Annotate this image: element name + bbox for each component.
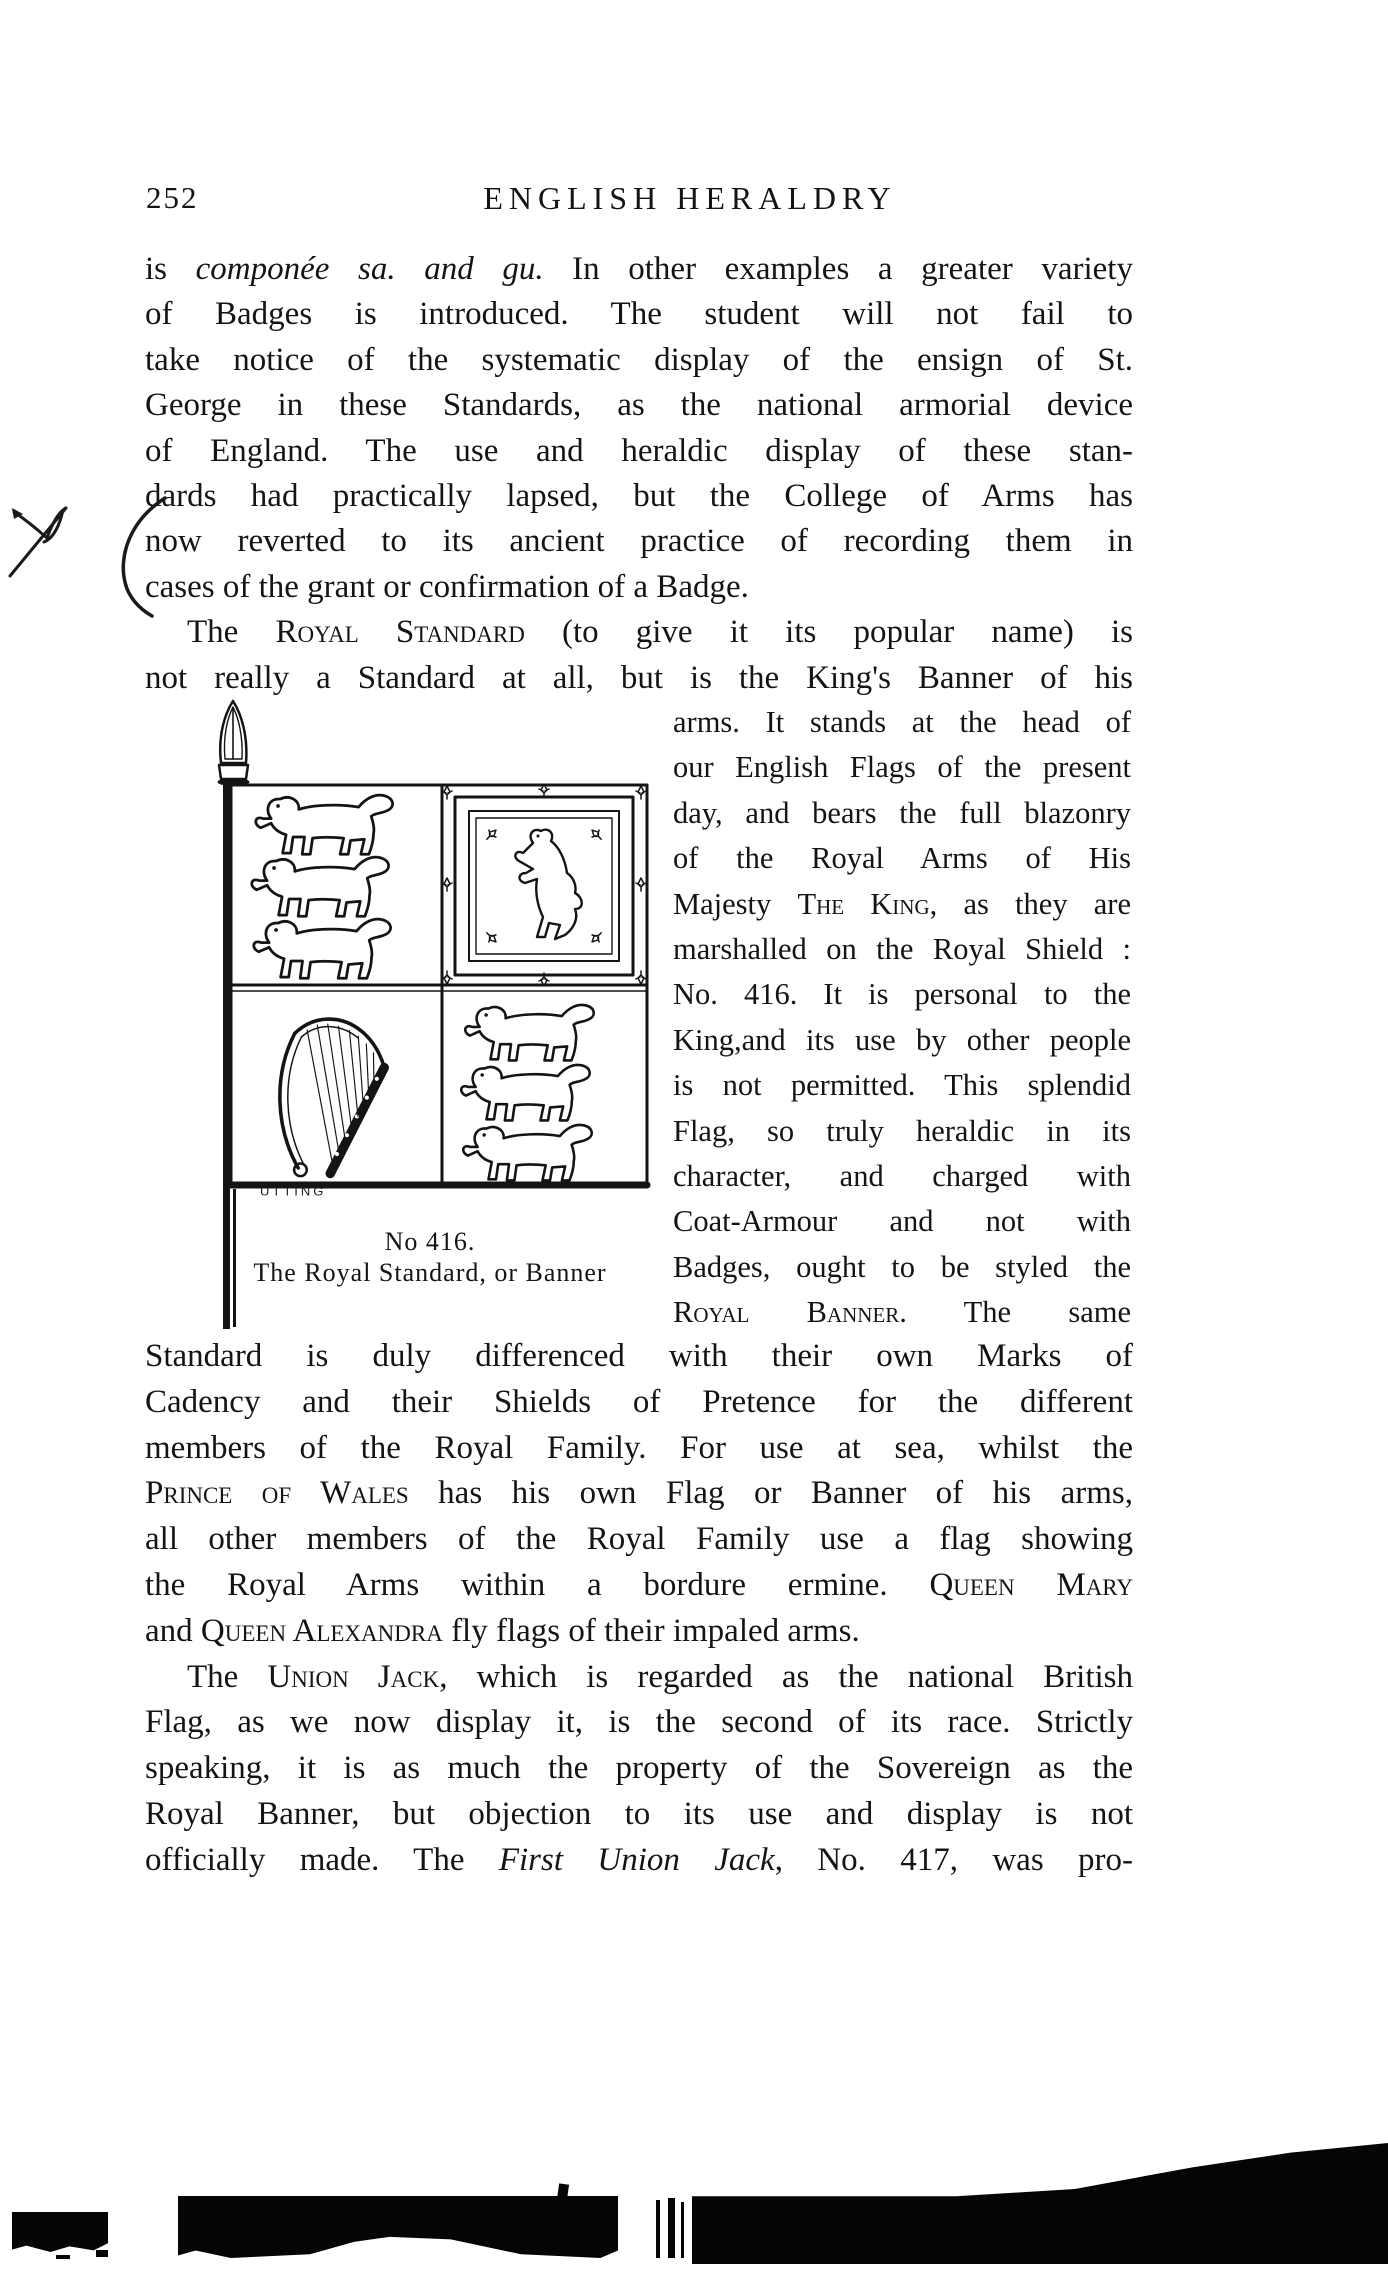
text-segment: speaking, it is as much the property of the Sovereign as the <box>145 1750 1133 1787</box>
lion-passant-icon <box>254 919 391 978</box>
text-segment: officially made. The <box>145 1841 499 1878</box>
text-segment: of Badges is introduced. The student will not fail to <box>145 296 1133 333</box>
quadrant-england-bottom <box>461 1005 593 1181</box>
scan-artifact-streak <box>656 2200 660 2258</box>
text-segment: all other members of the Royal Family use a flag showing <box>145 1521 1133 1558</box>
text-line <box>673 1290 1131 1335</box>
text-segment: Cadency and their Shields of Pretence for the different <box>145 1383 1133 1420</box>
text-segment: character, and charged with <box>673 1159 1131 1194</box>
lion-rampant-icon <box>515 830 581 939</box>
text-segment: . The same <box>899 1295 1131 1330</box>
text-line <box>145 247 1133 292</box>
handwritten-marks <box>0 480 200 640</box>
text-segment: King,and its use by other people <box>673 1022 1131 1057</box>
text-line <box>673 927 1131 972</box>
text-line <box>145 1426 1133 1472</box>
text-segment: , No. 417, was pro- <box>774 1841 1133 1878</box>
text-line <box>145 1471 1133 1517</box>
text-line <box>145 429 1133 474</box>
text-segment: (to give it its popular name) is <box>524 614 1133 651</box>
text-segment: Flag, as we now display it, is the second of its race. Strictly <box>145 1704 1133 1741</box>
running-title: ENGLISH HERALDRY <box>483 180 897 216</box>
quadrant-scotland <box>442 784 646 986</box>
text-segment: Queen Alexandra <box>200 1612 443 1649</box>
text-segment: marshalled on the Royal Shield : <box>673 932 1131 967</box>
text-segment: fly flags of their impaled arms. <box>442 1612 860 1649</box>
handwritten-paren-mark <box>123 498 165 616</box>
text-segment: Flag, so truly heraldic in its <box>673 1113 1131 1148</box>
text-line <box>673 700 1131 745</box>
text-line <box>145 1746 1133 1792</box>
text-line <box>673 745 1131 790</box>
paragraph-block-bottom <box>145 1334 1133 1884</box>
scan-artifact-band-left <box>12 2212 108 2252</box>
text-line <box>145 1838 1133 1884</box>
caption-title: The Royal Standard, or Banner <box>253 1258 607 1287</box>
text-line <box>673 836 1131 881</box>
text-line <box>673 1154 1131 1199</box>
scan-artifact-band-right <box>692 2143 1388 2264</box>
text-line <box>673 972 1131 1017</box>
text-segment: The <box>187 614 276 651</box>
text-line <box>145 1655 1133 1701</box>
text-line <box>145 1380 1133 1426</box>
text-segment: has his own Flag or Banner of his arms, <box>408 1475 1133 1512</box>
text-segment: In other examples a greater variety <box>572 251 1133 287</box>
text-line <box>673 1063 1131 1108</box>
text-segment: now reverted to its ancient practice of recording them in <box>145 523 1133 560</box>
text-line <box>145 1700 1133 1746</box>
text-line <box>673 1199 1131 1244</box>
caption-number: No 416. <box>384 1227 476 1256</box>
scan-artifact-speck <box>96 2250 108 2257</box>
text-segment: day, and bears the full blazonry <box>673 795 1131 830</box>
scan-artifact-speck <box>84 2226 102 2230</box>
text-segment: componée sa. and gu. <box>195 251 573 287</box>
text-line <box>673 1109 1131 1154</box>
text-segment: cases of the grant or confirmation of a Badge. <box>145 568 749 605</box>
text-segment: First Union Jack <box>498 1841 775 1878</box>
text-line <box>145 1792 1133 1838</box>
lion-passant-icon <box>461 1065 589 1121</box>
text-line <box>145 565 1133 610</box>
text-segment: arms. It stands at the head of <box>673 705 1131 739</box>
engraver-signature: UTTING <box>260 1184 327 1199</box>
text-line <box>145 1517 1133 1563</box>
text-segment: not really a Standard at all, but is the King's Banner of his <box>145 659 1133 696</box>
text-segment: Union Jack <box>267 1658 440 1695</box>
quadrant-england-top <box>252 795 393 978</box>
text-beside-figure <box>673 700 1131 1336</box>
figure-caption <box>195 1226 665 1288</box>
lion-passant-icon <box>465 1005 593 1061</box>
text-segment: Majesty <box>673 886 798 921</box>
text-segment: Royal Standard <box>275 614 525 651</box>
text-segment: is not permitted. This splendid <box>673 1068 1131 1103</box>
text-segment: dards had practically lapsed, but the College of Arms has <box>145 478 1133 515</box>
scan-artifact-streak <box>681 2202 684 2258</box>
page-number: 252 <box>146 180 199 215</box>
text-segment: Badges, ought to be styled the <box>673 1249 1131 1284</box>
text-segment: take notice of the systematic display of the ensign of St. <box>145 341 1133 378</box>
text-line <box>145 1563 1133 1609</box>
text-line <box>145 383 1133 428</box>
text-line <box>145 292 1133 337</box>
lion-passant-icon <box>256 795 393 854</box>
text-segment: No. 416. It is personal to the <box>673 977 1131 1012</box>
text-segment: is <box>145 251 196 287</box>
text-segment: , as they are <box>929 886 1131 921</box>
text-segment: Queen Mary <box>929 1566 1133 1603</box>
lion-passant-icon <box>463 1125 591 1181</box>
text-line <box>673 791 1131 836</box>
text-segment: Standard is duly differenced with their own Marks of <box>145 1338 1133 1374</box>
text-line <box>673 882 1131 927</box>
handwritten-x-mark <box>10 508 66 576</box>
text-segment: The King <box>797 886 930 921</box>
scan-artifact-streak <box>668 2198 675 2258</box>
harp-icon <box>273 1014 393 1177</box>
text-segment: George in these Standards, as the national armorial device <box>145 387 1133 424</box>
text-segment: the Royal Arms within a bordure ermine. <box>145 1566 930 1603</box>
text-segment: , which is regarded as the national British <box>439 1658 1134 1695</box>
quadrant-ireland-harp <box>273 1014 393 1177</box>
text-line <box>145 474 1133 519</box>
text-segment: Royal Banner <box>673 1295 900 1330</box>
scan-artifact-band-middle <box>178 2196 618 2258</box>
text-line <box>145 1334 1133 1380</box>
paragraph-block-top <box>145 247 1133 701</box>
text-line <box>145 610 1133 655</box>
lion-passant-icon <box>252 857 389 916</box>
text-segment: Coat-Armour and not with <box>673 1204 1131 1239</box>
text-line <box>673 1018 1131 1063</box>
scan-artifact-speck <box>87 2234 101 2237</box>
text-line <box>145 338 1133 383</box>
text-segment: Prince of Wales <box>145 1475 409 1512</box>
text-segment: of the Royal Arms of His <box>673 841 1131 876</box>
scan-artifact-speck <box>56 2255 70 2259</box>
text-segment: and <box>145 1612 201 1649</box>
text-line <box>673 1245 1131 1290</box>
text-line <box>145 1609 1133 1655</box>
text-segment: our English Flags of the present <box>673 750 1131 785</box>
spearhead-finial-icon <box>218 701 250 786</box>
text-segment: The <box>187 1658 268 1695</box>
text-segment: members of the Royal Family. For use at sea, whilst the <box>145 1429 1133 1466</box>
text-segment: Royal Banner, but objection to its use and display is not <box>145 1795 1133 1832</box>
text-segment: of England. The use and heraldic display of these stan- <box>145 432 1133 469</box>
text-line <box>145 519 1133 564</box>
